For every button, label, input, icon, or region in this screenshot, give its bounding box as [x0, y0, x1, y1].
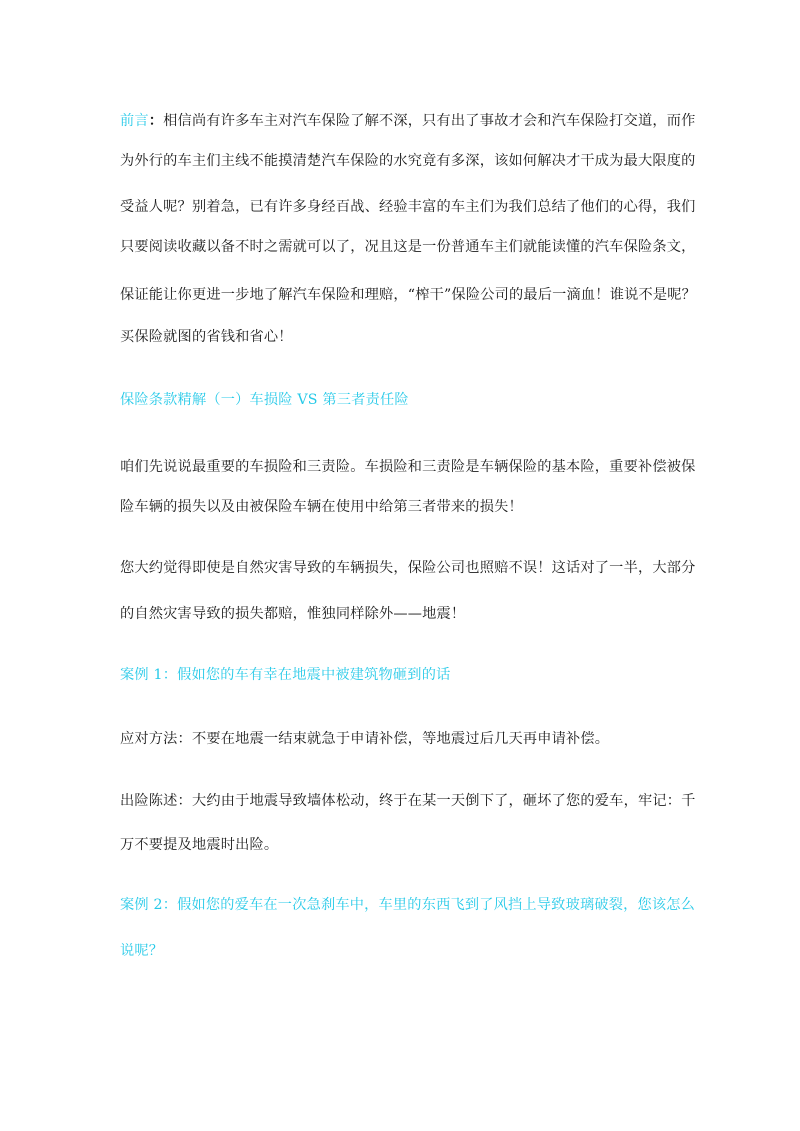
- case1-statement-line-1: 出险陈述：大约由于地震导致墙体松动，终于在某一天倒下了，砸坏了您的爱车，牢记：千: [120, 793, 696, 809]
- case2-heading-line-2: 说呢？: [120, 943, 164, 959]
- intro-line-3: 受益人呢？别着急，已有许多身经百战、经验丰富的车主们为我们总结了他们的心得，我们: [120, 199, 696, 215]
- section1-para2-line-1: 您大约觉得即使是自然灾害导致的车辆损失，保险公司也照赔不误！这话对了一半，大部分: [120, 560, 696, 576]
- case1-statement-line-2: 万不要提及地震时出险。: [120, 837, 279, 853]
- section1-para1-line-2: 险车辆的损失以及由被保险车辆在使用中给第三者带来的损失！: [120, 499, 523, 515]
- section1-para2-line-2: 的自然灾害导致的损失都赔，惟独同样除外——地震！: [120, 606, 466, 622]
- intro-label: 前言: [120, 113, 149, 129]
- intro-line-4: 只要阅读收藏以备不时之需就可以了，况且这是一份普通车主们就能读懂的汽车保险条文，: [120, 239, 696, 255]
- intro-line-1: [120, 110, 696, 132]
- case1-method: 应对方法：不要在地震一结束就急于申请补偿，等地震过后几天再申请补偿。: [120, 731, 610, 747]
- section1-heading: 保险条款精解（一）车损险 VS 第三者责任险: [120, 392, 409, 408]
- intro-line-2: 为外行的车主们主线不能摸清楚汽车保险的水究竟有多深，该如何解决才干成为最大限度的: [120, 153, 696, 169]
- case2-heading-line-1: 案例 2：假如您的爱车在一次急刹车中，车里的东西飞到了风挡上导致玻璃破裂，您该怎么: [120, 897, 696, 913]
- intro-line-6: 买保险就图的省钱和省心！: [120, 329, 293, 345]
- section1-para1-line-1: 咱们先说说最重要的车损险和三责险。车损险和三责险是车辆保险的基本险，重要补偿被保: [120, 459, 696, 475]
- case1-heading: 案例 1：假如您的车有幸在地震中被建筑物砸到的话: [120, 667, 451, 683]
- intro-line-5: 保证能让你更进一步地了解汽车保险和理赔，“榨干”保险公司的最后一滴血！谁说不是呢？: [120, 287, 697, 303]
- intro-text-1: 相信尚有许多车主对汽车保险了解不深，只有出了事故才会和汽车保险打交道，而作: [163, 113, 696, 129]
- intro-colon: ：: [148, 113, 164, 129]
